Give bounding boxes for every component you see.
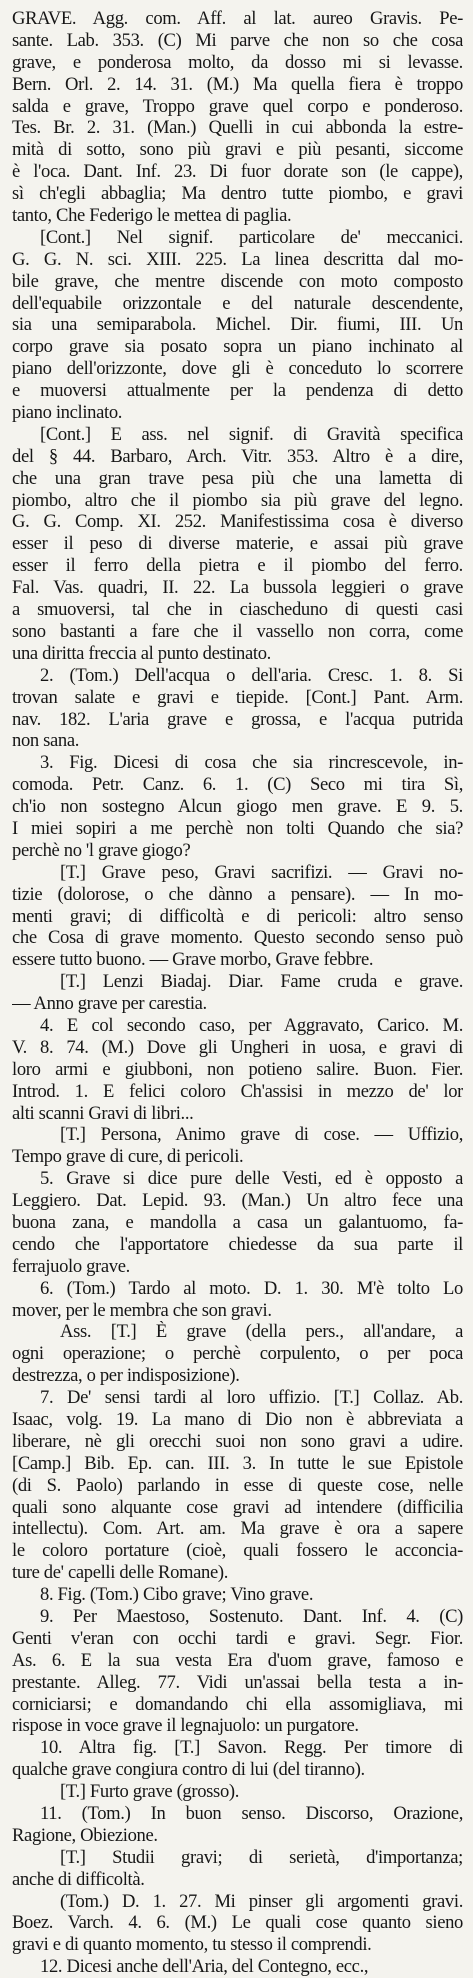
- entry-line: perchè no 'l grave giogo?: [12, 839, 191, 861]
- entry-line: bile grave, che mentre discende con moto composto: [12, 270, 463, 292]
- entry-line: prestante. Alleg. 77. Vidi un'assai bella testa a in-: [12, 1671, 463, 1693]
- entry-line: e muoversi attualmente per la pendenza di detto: [12, 380, 463, 402]
- entry-line: cendo che l'apportatore chiedesse da sua parte il: [12, 1233, 463, 1255]
- entry-line: [T.] Grave peso, Gravi sacrifizi. — Gravi no-: [60, 861, 463, 883]
- entry-line: una diritta freccia al punto destinato.: [12, 642, 271, 664]
- entry-line: tizie (dolorose, o che dànno a pensare). — In mo-: [12, 883, 463, 905]
- entry-line: (di S. Paolo) parlando in esse di queste cose, nelle: [12, 1474, 463, 1496]
- entry-line: [Camp.] Bib. Ep. can. III. 3. In tutte le sue Epistole: [12, 1452, 463, 1474]
- entry-line: [T.] Studii gravi; di serietà, d'importanza;: [60, 1846, 463, 1868]
- entry-line: mover, per le membra che son gravi.: [12, 1299, 272, 1321]
- entry-line: menti gravi; di difficoltà e di pericoli: altro senso: [12, 905, 463, 927]
- entry-line: piano inclinato.: [12, 402, 123, 424]
- entry-line: mità di sotto, sono più gravi e più pesanti, siccome: [12, 139, 463, 161]
- entry-line: I miei sopiri a me perchè non tolti Quando che sia?: [12, 817, 463, 839]
- entry-line: ogni operazione; o perchè corpulento, o per poca: [12, 1343, 463, 1365]
- entry-line: liberare, nè gli orecchi suoi non sono gravi a udire.: [12, 1430, 463, 1452]
- entry-line: Fal. Vas. quadri, II. 22. La bussola leggieri o grave: [12, 577, 463, 599]
- entry-line: ferrajuolo grave.: [12, 1255, 130, 1277]
- entry-line: comoda. Petr. Canz. 6. 1. (C) Seco mi tira Sì,: [12, 774, 463, 796]
- entry-line: 8. Fig. (Tom.) Cibo grave; Vino grave.: [40, 1584, 314, 1606]
- entry-line: 6. (Tom.) Tardo al moto. D. 1. 30. M'è tolto Lo: [40, 1277, 463, 1299]
- entry-line: del § 44. Barbaro, Arch. Vitr. 353. Altro è a dire,: [12, 445, 463, 467]
- entry-line: intellectu). Com. Art. am. Ma grave è ora a sapere: [12, 1518, 463, 1540]
- entry-line: trovan salate e gravi e tiepide. [Cont.] Pant. Arm.: [12, 686, 463, 708]
- entry-line: Introd. 1. E felici coloro Ch'assisi in mezzo de' lor: [12, 1080, 463, 1102]
- entry-line: anche di difficoltà.: [12, 1868, 145, 1890]
- entry-line: Leggiero. Dat. Lepid. 93. (Man.) Un altro fece una: [12, 1190, 463, 1212]
- entry-line: 7. De' sensi tardi al loro uffizio. [T.] Collaz. Ab.: [40, 1387, 463, 1409]
- entry-line: [T.] Furto grave (grosso).: [60, 1781, 240, 1803]
- entry-line: 5. Grave si dice pure delle Vesti, ed è opposto a: [40, 1168, 463, 1190]
- entry-line: As. 6. E la sua vesta Era d'uom grave, famoso e: [12, 1649, 463, 1671]
- entry-line: — Anno grave per carestia.: [12, 993, 207, 1015]
- entry-line: G. G. N. sci. XIII. 225. La linea descritta dal mo-: [12, 248, 463, 270]
- entry-line: (Tom.) D. 1. 27. Mi pinser gli argomenti gravi.: [60, 1890, 463, 1912]
- entry-line: salda e grave, Troppo grave quel corpo e ponderoso.: [12, 95, 463, 117]
- entry-line: [T.] Persona, Animo grave di cose. — Uffizio,: [60, 1124, 463, 1146]
- entry-line: destrezza, o per indisposizione).: [12, 1365, 240, 1387]
- entry-line: alti scanni Gravi di libri...: [12, 1102, 194, 1124]
- entry-line: che una gran trave pesa più che una lametta di: [12, 467, 463, 489]
- entry-line: nav. 182. L'aria grave e grossa, e l'acqua putrida: [12, 708, 463, 730]
- entry-line: 3. Fig. Dicesi di cosa che sia rincrescevole, in-: [40, 752, 463, 774]
- entry-line: sono bastanti a fare che il vassello non corra, come: [12, 620, 463, 642]
- entry-line: grave, e ponderosa molto, da dosso mi si levasse.: [12, 51, 463, 73]
- entry-line: Isaac, volg. 19. La mano di Dio non è abbreviata a: [12, 1409, 463, 1430]
- entry-line: V. 8. 74. (M.) Dove gli Ungheri in uosa, e gravi di: [12, 1036, 463, 1058]
- entry-line: è l'oca. Dant. Inf. 23. Di fuor dorate son (le cappe),: [12, 161, 463, 183]
- entry-line: 9. Per Maestoso, Sostenuto. Dant. Inf. 4. (C): [40, 1606, 463, 1628]
- entry-line: a smuoversi, tal che in ciascheduno di questi casi: [12, 599, 463, 621]
- entry-line: piano dell'orizzonte, dove gli è conceduto lo scorrere: [12, 358, 463, 380]
- entry-line: ture de' capelli delle Romane).: [12, 1562, 229, 1584]
- entry-line: 10. Altra fig. [T.] Savon. Regg. Per timore di: [40, 1737, 463, 1759]
- entry-line: 2. (Tom.) Dell'acqua o dell'aria. Cresc. 1. 8. Si: [40, 664, 463, 686]
- entry-line: 11. (Tom.) In buon senso. Discorso, Orazione,: [40, 1803, 463, 1825]
- entry-line: Ragione, Obiezione.: [12, 1824, 158, 1846]
- entry-line: sia una semiparabola. Michel. Dir. fiumi, III. Un: [12, 314, 463, 336]
- entry-line: GRAVE. Agg. com. Aff. al lat. aureo Gravis. Pe-: [12, 8, 463, 29]
- entry-line: corniciarsi; e domandando chi ella assomigliava, mi: [12, 1693, 463, 1715]
- entry-line: dell'equabile orizzontale e del naturale descendente,: [12, 292, 463, 314]
- entry-line: gravi e di quanto momento, tu stesso il comprendi.: [12, 1934, 372, 1956]
- entry-line: 4. E col secondo caso, per Aggravato, Carico. M.: [40, 1014, 463, 1036]
- entry-line: sì ch'egli abbaglia; Ma dentro tutte piombo, e gravi: [12, 183, 463, 205]
- entry-line: Tempo grave di cure, di pericoli.: [12, 1146, 244, 1168]
- entry-line: Tes. Br. 2. 31. (Man.) Quelli in cui abbonda la estre-: [12, 117, 463, 139]
- entry-line: quali sono alquante cose gravi ad intendere (difficilia: [12, 1496, 463, 1518]
- entry-line: [T.] Lenzi Biadaj. Diar. Fame cruda e grave.: [60, 971, 463, 993]
- entry-line: rispose in voce grave il legnajuolo: un purgatore.: [12, 1715, 359, 1737]
- entry-line: ch'io non sostegno Alcun giogo men grave. E 9. 5.: [12, 796, 463, 818]
- entry-line: Boez. Varch. 4. 6. (M.) Le quali cose quanto sieno: [12, 1912, 463, 1934]
- entry-line: essere tutto buono. — Grave morbo, Grave febbre.: [12, 949, 374, 971]
- entry-line: [Cont.] Nel signif. particolare de' meccanici.: [40, 226, 463, 248]
- entry-line: corpo grave sia posato sopra un piano inchinato al: [12, 336, 463, 358]
- entry-line: 12. Dicesi anche dell'Aria, del Contegno, ecc.,: [40, 1956, 369, 1978]
- entry-line: Genti v'eran con occhi tardi e gravi. Segr. Fior.: [12, 1627, 463, 1649]
- entry-line: sante. Lab. 353. (C) Mi parve che non so che cosa: [12, 29, 463, 51]
- entry-line: non sana.: [12, 730, 80, 752]
- entry-line: che Cosa di grave momento. Questo secondo senso può: [12, 927, 463, 949]
- entry-line: esser il ferro della pietra e il piombo del ferro.: [12, 555, 463, 577]
- entry-line: esser il peso di diverse materie, e assai più grave: [12, 533, 463, 555]
- entry-line: piombo, altro che il piombo sia più grave del legno.: [12, 489, 463, 511]
- entry-line: tanto, Che Federigo le mettea di paglia.: [12, 205, 292, 227]
- entry-line: le coloro portature (cioè, quali fossero le acconcia-: [12, 1540, 463, 1562]
- entry-line: Ass. [T.] È grave (della pers., all'andare, a: [60, 1321, 463, 1343]
- entry-line: G. G. Comp. XI. 252. Manifestissima cosa è diverso: [12, 511, 463, 533]
- entry-line: Bern. Orl. 2. 14. 31. (M.) Ma quella fiera è troppo: [12, 73, 463, 95]
- entry-line: loro armi e giubboni, non potieno salire. Buon. Fier.: [12, 1058, 463, 1080]
- entry-line: qualche grave congiura contro di lui (del tiranno).: [12, 1759, 365, 1781]
- entry-line: buona zana, e mandolla a casa un galantuomo, fa-: [12, 1211, 463, 1233]
- entry-line: [Cont.] E ass. nel signif. di Gravità specifica: [40, 423, 463, 445]
